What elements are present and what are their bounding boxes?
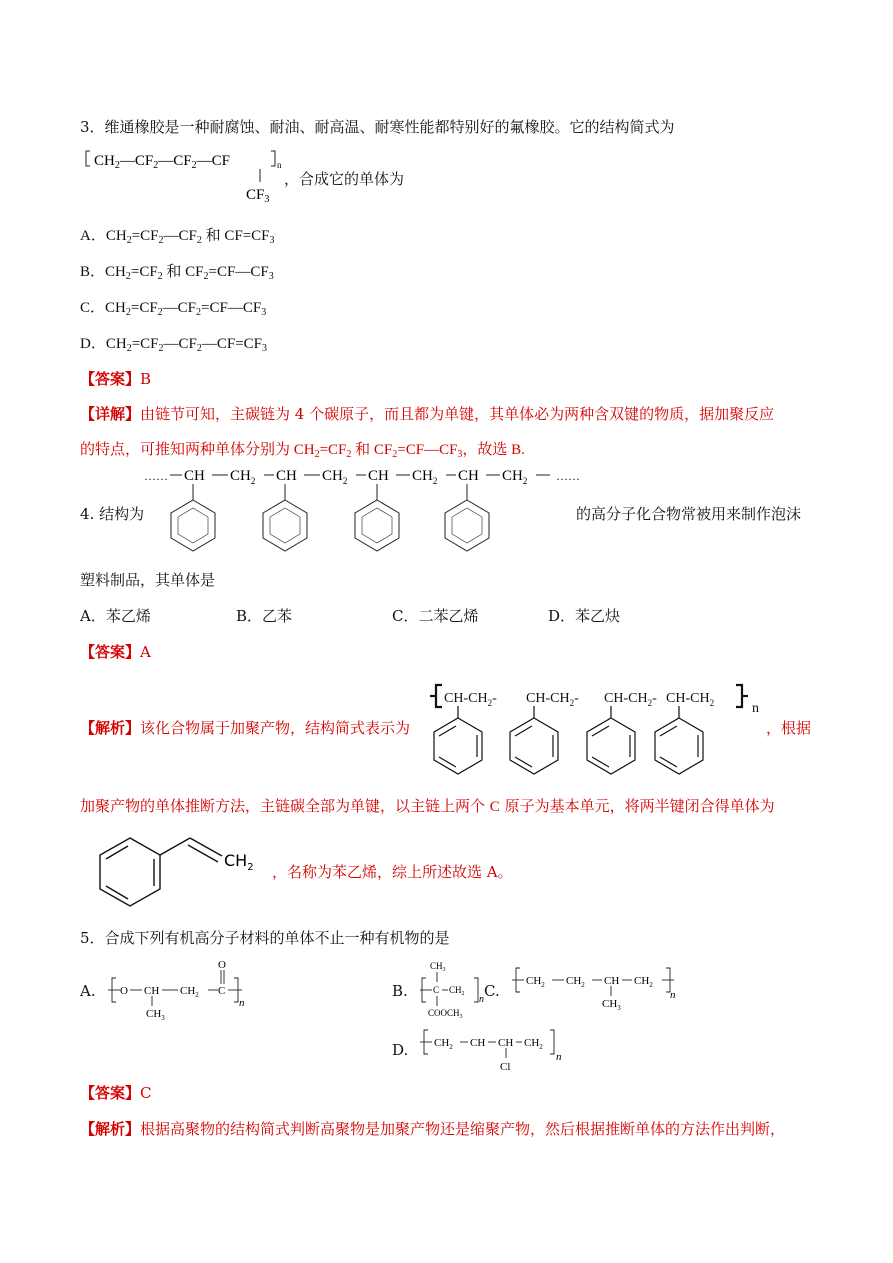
q4-option-c[interactable]: C．二苯乙烯	[392, 607, 479, 625]
q3-structural-formula	[84, 146, 284, 205]
q5-option-d-structure	[418, 1024, 578, 1074]
svg-text:CH: CH	[184, 468, 205, 484]
q5-stem: 5．合成下列有机高分子材料的单体不止一种有机物的是	[80, 929, 450, 947]
q5-analysis-line1: 【解析】根据高聚物的结构简式判断高聚物是加聚产物还是缩聚产物，然后根据推断单体的方法作出判断，	[80, 1120, 786, 1138]
q3-formula-ch2: $CH_2—CF_2—CF_2—CF$	[94, 153, 230, 171]
svg-text:CH3: $CH_3$	[430, 961, 446, 973]
answer-value: B	[140, 370, 152, 388]
svg-text:n: n	[479, 994, 484, 1005]
q4-stem-line2: 塑料制品，其单体是	[80, 571, 216, 589]
q5-option-c-structure	[510, 962, 690, 1012]
svg-text:CH2: $CH_2$	[230, 468, 256, 486]
answer-tag: 【答案】	[80, 370, 141, 388]
q3-after-formula: ，合成它的单体为	[284, 170, 405, 188]
q3-answer	[80, 368, 151, 389]
q3-stem: 3．维通橡胶是一种耐腐蚀、耐油、耐高温、耐寒性能都特别好的氟橡胶。它的结构简式为	[80, 118, 675, 136]
explain-tag: 【详解】	[80, 405, 141, 423]
svg-text:CH-CH2-: $CH-CH_2-$	[604, 691, 657, 708]
q4-polymer-formula	[428, 680, 768, 780]
q5-option-a-label[interactable]: A.	[80, 982, 96, 1000]
svg-text:CH: CH	[368, 468, 389, 484]
svg-text:CH2: $CH_2$	[180, 985, 199, 999]
svg-text:n: n	[239, 997, 245, 1009]
svg-text:CH2: $CH_2$	[502, 468, 528, 486]
q5-option-b-label[interactable]: B.	[392, 982, 408, 1000]
q5-option-d-label[interactable]: D.	[392, 1041, 409, 1059]
svg-text:CH: CH	[276, 468, 297, 484]
svg-text:CH2: $CH_2$	[566, 975, 585, 989]
svg-text:CH: CH	[604, 975, 620, 987]
answer-tag: 【答案】	[80, 1084, 141, 1102]
svg-text:CH2: $CH_2$	[224, 851, 254, 873]
svg-text:CH: CH	[144, 985, 160, 997]
q4-option-a[interactable]: A．苯乙烯	[80, 607, 151, 625]
svg-text:CH-CH2-: $CH-CH_2-$	[526, 691, 579, 708]
svg-text:O: O	[120, 985, 128, 997]
q5-option-c-label[interactable]: C.	[484, 982, 500, 1000]
q5-option-a-structure	[108, 956, 248, 1020]
svg-text:……: ……	[144, 469, 168, 483]
svg-text:Cl: Cl	[500, 1061, 511, 1073]
svg-text:O: O	[218, 959, 226, 971]
svg-text:n: n	[277, 160, 282, 170]
svg-text:CH2: $CH_2$	[449, 985, 465, 997]
svg-text:CH3: $CH_3$	[602, 998, 621, 1012]
svg-text:CF3: $CF_3$	[246, 187, 270, 205]
analysis-tag: 【解析】	[80, 719, 141, 737]
q4-polystyrene-structure	[144, 462, 584, 557]
q3-option-b[interactable]: B．$CH_2=CF_2$ 和 $CF_2=CF—CF_3$	[80, 264, 274, 282]
answer-value: A	[140, 643, 151, 661]
svg-text:CH: CH	[458, 468, 479, 484]
q3-option-a[interactable]: A．$CH_2=CF_2—CF_2$ 和 $CF=CF_3$	[80, 228, 275, 246]
svg-text:CH2: $CH_2$	[412, 468, 438, 486]
svg-text:CH2: $CH_2$	[434, 1037, 453, 1051]
svg-text:C: C	[433, 985, 440, 995]
q3-option-c[interactable]: C．$CH_2=CF_2—CF_2=CF—CF_3$	[80, 300, 267, 318]
answer-tag: 【答案】	[80, 643, 141, 661]
svg-text:CH2: $CH_2$	[634, 975, 653, 989]
svg-text:n: n	[556, 1051, 562, 1063]
analysis-tag: 【解析】	[80, 1120, 141, 1138]
svg-text:CH2: $CH_2$	[322, 468, 348, 486]
svg-text:CH3: $CH_3$	[146, 1008, 165, 1022]
q4-stem-start: 4. 结构为	[80, 505, 145, 523]
q4-option-b[interactable]: B．乙苯	[236, 607, 293, 625]
q4-analysis-line2: 加聚产物的单体推断方法，主链碳全部为单键，以主链上两个 C 原子为基本单元，将两半键闭合得单体为	[80, 797, 775, 815]
q5-answer	[80, 1082, 152, 1103]
svg-text:COOCH3: $COOCH_3$	[428, 1008, 463, 1020]
q4-stem-end: 的高分子化合物常被用来制作泡沫	[576, 505, 802, 523]
svg-text:CH: CH	[470, 1037, 486, 1049]
svg-text:n: n	[752, 701, 759, 716]
q4-analysis-line3: ，名称为苯乙烯，综上所述故选 A。	[272, 863, 513, 881]
svg-text:n: n	[670, 989, 676, 1001]
svg-text:……: ……	[556, 469, 580, 483]
q4-analysis-line1-end: ，根据	[766, 719, 812, 737]
q4-option-d[interactable]: D．苯乙炔	[548, 607, 621, 625]
svg-text:CH-CH2-: $CH-CH_2-$	[444, 691, 497, 708]
q4-answer	[80, 641, 151, 662]
svg-text:CH-CH2: $CH-CH_2$	[666, 691, 715, 708]
q3-option-d[interactable]: D．$CH_2=CF_2—CF_2—CF=CF_3$	[80, 336, 268, 354]
svg-text:CH2: $CH_2$	[526, 975, 545, 989]
svg-text:C: C	[218, 985, 226, 997]
q4-analysis-line1: 【解析】该化合物属于加聚产物，结构简式表示为	[80, 719, 411, 737]
q3-explain-line2: 的特点，可推知两种单体分别为 $CH_2=CF_2$ 和 $CF_2=CF—CF_3$，故选 B.	[80, 442, 525, 460]
svg-text:CH: CH	[498, 1037, 514, 1049]
q3-explain-line1: 【详解】由链节可知，主碳链为 4 个碳原子，而且都为单键，其单体必为两种含双键的物质，据加聚反应	[80, 405, 775, 423]
q4-styrene-structure	[96, 828, 276, 908]
svg-text:CH2: $CH_2$	[524, 1037, 543, 1051]
answer-value: C	[140, 1084, 152, 1102]
